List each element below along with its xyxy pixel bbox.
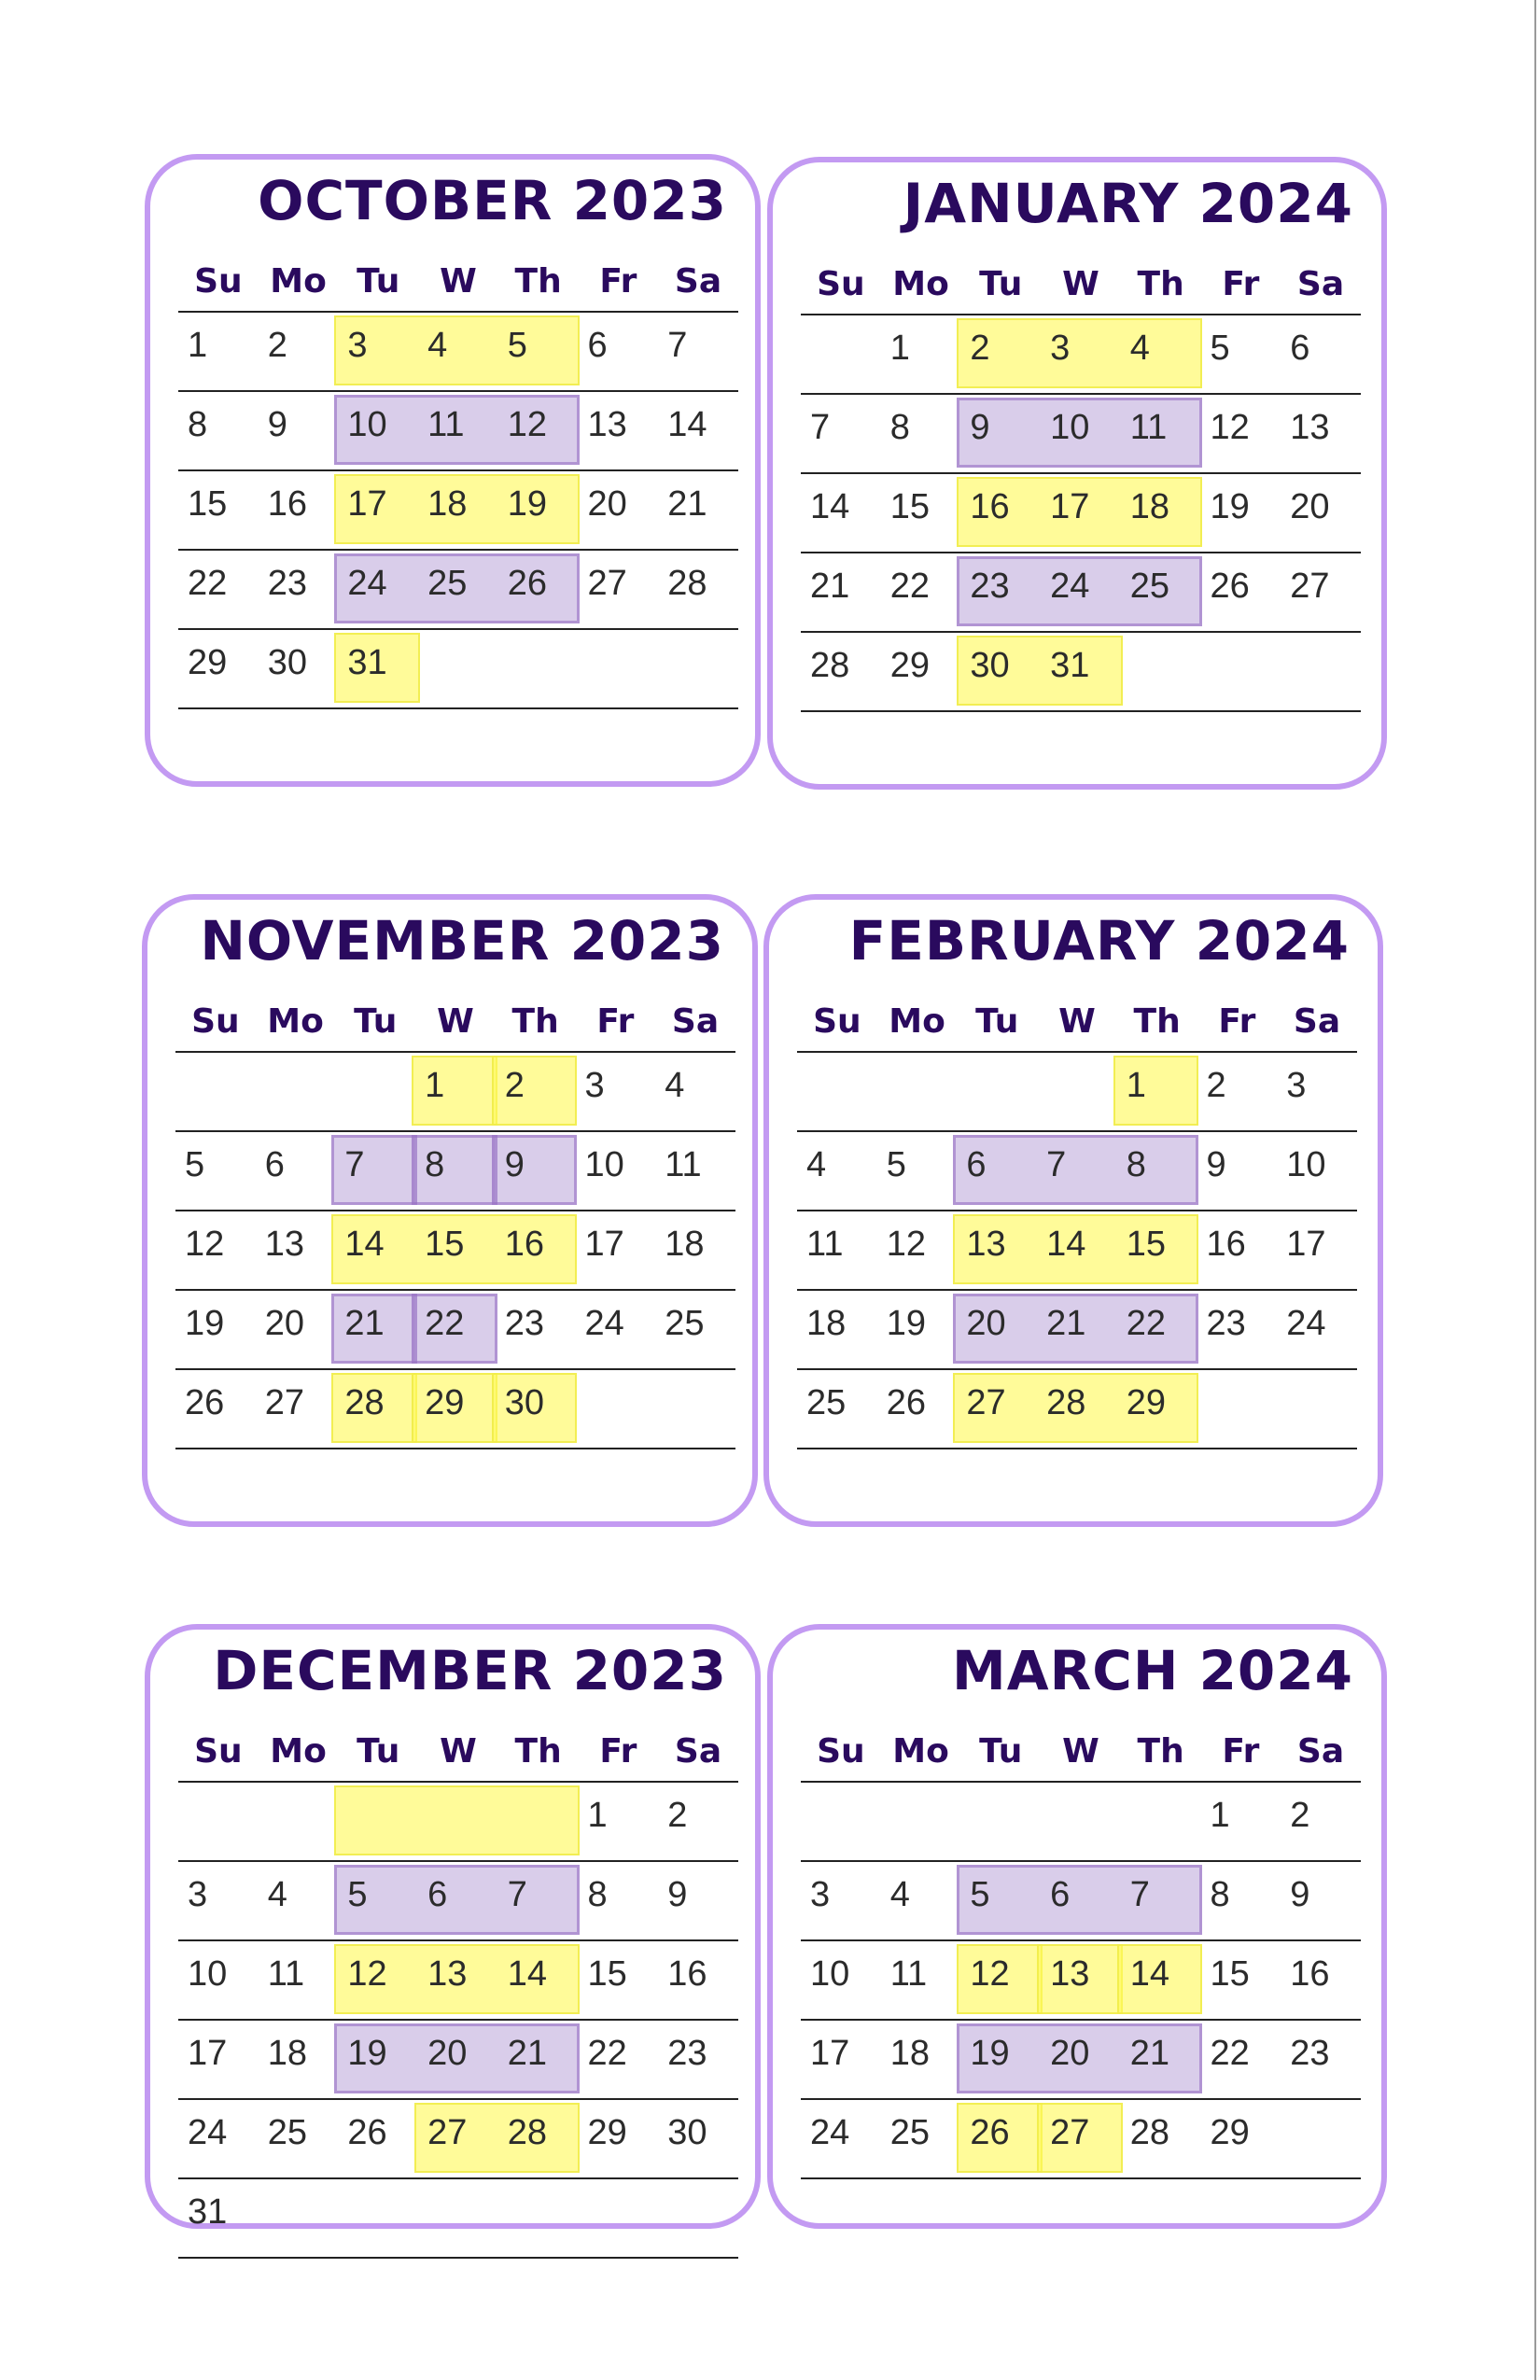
weekday-header bbox=[801, 1732, 1361, 1781]
day-cell: 8 bbox=[1126, 1145, 1146, 1184]
day-cell: 29 bbox=[425, 1383, 465, 1422]
day-cell: 14 bbox=[1129, 1954, 1170, 1994]
day-cell: 17 bbox=[810, 2034, 850, 2073]
day-cell: 16 bbox=[667, 1954, 707, 1994]
day-cell: 4 bbox=[267, 1875, 287, 1914]
day-cell: 1 bbox=[1126, 1066, 1146, 1105]
weekday-label: Su bbox=[191, 1002, 240, 1041]
day-cell: 22 bbox=[188, 564, 228, 603]
day-cell: 28 bbox=[507, 2113, 548, 2152]
weekday-label: Tu bbox=[357, 262, 400, 301]
day-cell: 22 bbox=[587, 2034, 627, 2073]
weekday-label: Mo bbox=[270, 1732, 327, 1771]
day-cell: 4 bbox=[665, 1066, 685, 1105]
day-cell: 10 bbox=[1286, 1145, 1326, 1184]
day-cell: 30 bbox=[667, 2113, 707, 2152]
day-cell: 23 bbox=[970, 567, 1010, 606]
day-cell: 24 bbox=[584, 1304, 624, 1343]
day-cell: 4 bbox=[889, 1875, 910, 1914]
week-row bbox=[178, 1939, 738, 2019]
day-cell: 13 bbox=[264, 1225, 304, 1264]
day-cell: 18 bbox=[427, 484, 468, 524]
week-row bbox=[801, 631, 1361, 712]
weekday-label: Th bbox=[1137, 265, 1184, 303]
day-cell: 27 bbox=[264, 1383, 304, 1422]
week-row bbox=[178, 311, 738, 390]
week-row bbox=[178, 628, 738, 709]
weekday-label: Su bbox=[813, 1002, 861, 1041]
day-cell: 25 bbox=[889, 2113, 930, 2152]
day-cell: 19 bbox=[1210, 487, 1250, 526]
calendar-title: MARCH 2024 bbox=[952, 1639, 1353, 1702]
calendar-title: FEBRUARY 2024 bbox=[848, 909, 1350, 973]
day-cell: 16 bbox=[1290, 1954, 1330, 1994]
weekday-label: Su bbox=[817, 265, 865, 303]
weekday-label: Fr bbox=[1222, 265, 1260, 303]
weekday-label: W bbox=[1058, 1002, 1096, 1041]
day-cell: 10 bbox=[1050, 408, 1090, 447]
day-cell: 28 bbox=[1129, 2113, 1170, 2152]
day-cell: 19 bbox=[347, 2034, 387, 2073]
calendar-title: JANUARY 2024 bbox=[903, 172, 1353, 235]
day-cell: 29 bbox=[188, 643, 228, 682]
day-cell: 3 bbox=[347, 326, 368, 365]
day-cell: 26 bbox=[507, 564, 548, 603]
calendar-grid bbox=[801, 265, 1361, 712]
calendar-december-2023 bbox=[145, 1624, 761, 2232]
day-cell: 30 bbox=[267, 643, 307, 682]
week-row bbox=[178, 469, 738, 549]
day-cell: 9 bbox=[1290, 1875, 1310, 1914]
day-cell: 13 bbox=[587, 405, 627, 444]
week-row bbox=[178, 1781, 738, 1860]
day-cell: 15 bbox=[1210, 1954, 1250, 1994]
weekday-header bbox=[801, 265, 1361, 314]
day-cell: 15 bbox=[889, 487, 930, 526]
day-cell: 25 bbox=[427, 564, 468, 603]
day-cell: 19 bbox=[970, 2034, 1010, 2073]
weekday-label: W bbox=[440, 1732, 477, 1771]
day-cell: 21 bbox=[1046, 1304, 1086, 1343]
week-row bbox=[175, 1210, 735, 1289]
day-cell: 15 bbox=[425, 1225, 465, 1264]
day-cell: 14 bbox=[667, 405, 707, 444]
day-cell: 16 bbox=[970, 487, 1010, 526]
day-cell: 7 bbox=[344, 1145, 365, 1184]
day-cell: 28 bbox=[344, 1383, 385, 1422]
day-cell: 11 bbox=[889, 1954, 928, 1994]
weekday-label: Tu bbox=[357, 1732, 400, 1771]
week-row bbox=[801, 1860, 1361, 1939]
day-cell: 11 bbox=[427, 405, 465, 444]
day-cell: 29 bbox=[1126, 1383, 1167, 1422]
weekday-label: Mo bbox=[889, 1002, 945, 1041]
day-cell: 28 bbox=[1046, 1383, 1086, 1422]
day-cell: 10 bbox=[584, 1145, 624, 1184]
day-cell: 7 bbox=[1129, 1875, 1150, 1914]
day-cell: 5 bbox=[1210, 329, 1230, 368]
day-cell: 26 bbox=[970, 2113, 1010, 2152]
week-row bbox=[175, 1289, 735, 1368]
day-cell: 7 bbox=[507, 1875, 527, 1914]
weekday-label: Mo bbox=[892, 1732, 949, 1771]
day-cell: 16 bbox=[267, 484, 307, 524]
day-cell: 15 bbox=[188, 484, 228, 524]
day-cell: 12 bbox=[185, 1225, 225, 1264]
week-row bbox=[175, 1368, 735, 1449]
week-row bbox=[797, 1368, 1357, 1449]
calendar-grid bbox=[178, 1732, 738, 2259]
day-cell: 25 bbox=[1129, 567, 1170, 606]
weekday-label: W bbox=[437, 1002, 474, 1041]
day-cell: 8 bbox=[425, 1145, 445, 1184]
weekday-label: Th bbox=[511, 1002, 559, 1041]
day-cell: 1 bbox=[188, 326, 208, 365]
week-row bbox=[797, 1210, 1357, 1289]
weekday-header bbox=[797, 1002, 1357, 1051]
day-cell: 21 bbox=[667, 484, 707, 524]
day-cell: 9 bbox=[667, 1875, 688, 1914]
day-cell: 21 bbox=[810, 567, 850, 606]
day-cell: 20 bbox=[1050, 2034, 1090, 2073]
weekday-header bbox=[178, 1732, 738, 1781]
weekday-label: Sa bbox=[674, 1732, 722, 1771]
week-row bbox=[797, 1051, 1357, 1130]
day-cell: 6 bbox=[1050, 1875, 1071, 1914]
day-cell: 8 bbox=[587, 1875, 608, 1914]
day-cell: 5 bbox=[886, 1145, 906, 1184]
weekday-label: Th bbox=[514, 262, 562, 301]
day-cell: 23 bbox=[504, 1304, 545, 1343]
day-cell: 11 bbox=[665, 1145, 702, 1184]
weekday-label: Fr bbox=[599, 262, 637, 301]
day-cell: 25 bbox=[806, 1383, 847, 1422]
day-cell: 13 bbox=[427, 1954, 468, 1994]
day-cell: 29 bbox=[587, 2113, 627, 2152]
weekday-label: Fr bbox=[596, 1002, 635, 1041]
week-row bbox=[801, 472, 1361, 552]
day-cell: 20 bbox=[427, 2034, 468, 2073]
day-cell: 15 bbox=[587, 1954, 627, 1994]
day-cell: 15 bbox=[1126, 1225, 1167, 1264]
weekday-label: W bbox=[1062, 265, 1099, 303]
day-cell: 12 bbox=[886, 1225, 926, 1264]
calendar-grid bbox=[801, 1732, 1361, 2179]
day-cell: 1 bbox=[425, 1066, 445, 1105]
day-cell: 14 bbox=[1046, 1225, 1086, 1264]
week-row bbox=[175, 1130, 735, 1210]
day-cell: 5 bbox=[507, 326, 527, 365]
calendar-grid bbox=[178, 262, 738, 709]
day-cell: 29 bbox=[1210, 2113, 1250, 2152]
day-cell: 31 bbox=[188, 2192, 228, 2232]
day-cell: 8 bbox=[188, 405, 208, 444]
day-cell: 4 bbox=[806, 1145, 827, 1184]
weekday-label: Sa bbox=[1296, 1732, 1345, 1771]
day-cell: 7 bbox=[667, 326, 688, 365]
day-cell: 6 bbox=[966, 1145, 987, 1184]
day-cell: 10 bbox=[810, 1954, 850, 1994]
week-row bbox=[801, 2019, 1361, 2098]
day-cell: 14 bbox=[344, 1225, 385, 1264]
page-edge-line bbox=[1534, 0, 1536, 2380]
week-row bbox=[801, 314, 1361, 393]
day-cell: 31 bbox=[1050, 646, 1090, 685]
day-cell: 20 bbox=[264, 1304, 304, 1343]
weekday-label: Sa bbox=[1296, 265, 1345, 303]
day-cell: 18 bbox=[806, 1304, 847, 1343]
calendar-october-2023 bbox=[145, 154, 761, 787]
day-cell: 18 bbox=[1129, 487, 1170, 526]
day-cell: 3 bbox=[810, 1875, 831, 1914]
day-cell: 31 bbox=[347, 643, 387, 682]
day-cell: 14 bbox=[810, 487, 850, 526]
weekday-label: Sa bbox=[674, 262, 722, 301]
weekday-label: Fr bbox=[1218, 1002, 1256, 1041]
week-row bbox=[178, 2177, 738, 2259]
day-cell: 21 bbox=[1129, 2034, 1170, 2073]
day-cell: 2 bbox=[667, 1796, 688, 1835]
calendar-grid bbox=[175, 1002, 735, 1449]
day-cell: 22 bbox=[425, 1304, 465, 1343]
day-cell: 18 bbox=[267, 2034, 307, 2073]
weekday-label: Mo bbox=[267, 1002, 324, 1041]
day-cell: 24 bbox=[1050, 567, 1090, 606]
day-cell: 22 bbox=[1126, 1304, 1167, 1343]
weekday-label: Th bbox=[514, 1732, 562, 1771]
day-cell: 11 bbox=[267, 1954, 305, 1994]
day-cell: 13 bbox=[1050, 1954, 1090, 1994]
day-cell: 6 bbox=[427, 1875, 448, 1914]
day-cell: 28 bbox=[810, 646, 850, 685]
day-cell: 9 bbox=[970, 408, 990, 447]
week-row bbox=[801, 1939, 1361, 2019]
day-cell: 23 bbox=[267, 564, 307, 603]
day-cell: 19 bbox=[507, 484, 548, 524]
day-cell: 17 bbox=[584, 1225, 624, 1264]
day-cell: 10 bbox=[188, 1954, 228, 1994]
day-cell: 16 bbox=[1206, 1225, 1246, 1264]
weekday-label: Fr bbox=[1222, 1732, 1260, 1771]
day-cell: 9 bbox=[1206, 1145, 1226, 1184]
day-cell: 17 bbox=[1050, 487, 1090, 526]
calendar-grid bbox=[797, 1002, 1357, 1449]
week-row bbox=[797, 1289, 1357, 1368]
day-cell: 4 bbox=[1129, 329, 1150, 368]
day-cell: 5 bbox=[347, 1875, 368, 1914]
day-cell: 21 bbox=[344, 1304, 385, 1343]
day-cell: 27 bbox=[427, 2113, 468, 2152]
day-cell: 13 bbox=[1290, 408, 1330, 447]
day-cell: 20 bbox=[587, 484, 627, 524]
day-cell: 4 bbox=[427, 326, 448, 365]
day-cell: 2 bbox=[1290, 1796, 1310, 1835]
week-row bbox=[178, 2098, 738, 2177]
weekday-label: Sa bbox=[671, 1002, 720, 1041]
day-cell: 17 bbox=[347, 484, 387, 524]
day-cell: 2 bbox=[970, 329, 990, 368]
day-cell: 30 bbox=[504, 1383, 545, 1422]
day-cell: 24 bbox=[188, 2113, 228, 2152]
week-row bbox=[801, 1781, 1361, 1860]
day-cell: 25 bbox=[267, 2113, 307, 2152]
day-cell: 8 bbox=[889, 408, 910, 447]
day-cell: 19 bbox=[886, 1304, 926, 1343]
day-cell: 28 bbox=[667, 564, 707, 603]
day-cell: 14 bbox=[507, 1954, 548, 1994]
day-cell: 9 bbox=[504, 1145, 525, 1184]
day-cell: 27 bbox=[1290, 567, 1330, 606]
weekday-label: Th bbox=[1133, 1002, 1181, 1041]
day-cell: 2 bbox=[267, 326, 287, 365]
weekday-label: Tu bbox=[979, 1732, 1023, 1771]
day-cell: 17 bbox=[188, 2034, 228, 2073]
day-cell: 18 bbox=[889, 2034, 930, 2073]
weekday-label: Su bbox=[194, 262, 243, 301]
day-cell: 24 bbox=[1286, 1304, 1326, 1343]
week-row bbox=[801, 552, 1361, 631]
day-cell: 11 bbox=[1129, 408, 1168, 447]
weekday-label: Tu bbox=[975, 1002, 1019, 1041]
calendar-march-2024 bbox=[767, 1624, 1387, 2229]
day-cell: 26 bbox=[347, 2113, 387, 2152]
weekday-label: W bbox=[440, 262, 477, 301]
day-cell: 19 bbox=[185, 1304, 225, 1343]
weekday-label: Mo bbox=[270, 262, 327, 301]
day-cell: 1 bbox=[889, 329, 910, 368]
day-cell: 1 bbox=[1210, 1796, 1230, 1835]
week-row bbox=[178, 1860, 738, 1939]
day-cell: 23 bbox=[1206, 1304, 1246, 1343]
day-cell: 3 bbox=[1286, 1066, 1307, 1105]
day-cell: 17 bbox=[1286, 1225, 1326, 1264]
calendar-february-2024 bbox=[763, 894, 1383, 1527]
weekday-label: W bbox=[1062, 1732, 1099, 1771]
weekday-header bbox=[175, 1002, 735, 1051]
day-cell: 22 bbox=[1210, 2034, 1250, 2073]
day-cell: 22 bbox=[889, 567, 930, 606]
weekday-label: Sa bbox=[1293, 1002, 1341, 1041]
day-cell: 23 bbox=[667, 2034, 707, 2073]
week-row bbox=[175, 1051, 735, 1130]
week-row bbox=[178, 2019, 738, 2098]
week-row bbox=[178, 390, 738, 469]
calendar-january-2024 bbox=[767, 157, 1387, 790]
weekday-label: Fr bbox=[599, 1732, 637, 1771]
day-cell: 5 bbox=[970, 1875, 990, 1914]
calendar-november-2023 bbox=[142, 894, 758, 1527]
day-cell: 6 bbox=[587, 326, 608, 365]
weekday-label: Su bbox=[194, 1732, 243, 1771]
week-row bbox=[178, 549, 738, 628]
week-row bbox=[801, 2098, 1361, 2179]
day-cell: 3 bbox=[584, 1066, 605, 1105]
weekday-label: Tu bbox=[979, 265, 1023, 303]
weekday-header bbox=[178, 262, 738, 311]
day-cell: 27 bbox=[966, 1383, 1006, 1422]
day-cell: 27 bbox=[587, 564, 627, 603]
day-cell: 16 bbox=[504, 1225, 545, 1264]
calendar-title: NOVEMBER 2023 bbox=[200, 909, 724, 973]
day-cell: 23 bbox=[1290, 2034, 1330, 2073]
day-cell: 26 bbox=[185, 1383, 225, 1422]
day-cell: 24 bbox=[810, 2113, 850, 2152]
day-cell: 8 bbox=[1210, 1875, 1230, 1914]
day-cell: 6 bbox=[264, 1145, 285, 1184]
day-cell: 2 bbox=[504, 1066, 525, 1105]
weekday-label: Su bbox=[817, 1732, 865, 1771]
day-cell: 24 bbox=[347, 564, 387, 603]
weekday-label: Th bbox=[1137, 1732, 1184, 1771]
day-cell: 2 bbox=[1206, 1066, 1226, 1105]
day-cell: 1 bbox=[587, 1796, 608, 1835]
day-cell: 12 bbox=[347, 1954, 387, 1994]
day-cell: 26 bbox=[886, 1383, 926, 1422]
day-cell: 20 bbox=[1290, 487, 1330, 526]
day-cell: 7 bbox=[810, 408, 831, 447]
weekday-label: Mo bbox=[892, 265, 949, 303]
day-cell: 5 bbox=[185, 1145, 205, 1184]
weekday-label: Tu bbox=[354, 1002, 398, 1041]
day-cell: 25 bbox=[665, 1304, 705, 1343]
day-cell: 30 bbox=[970, 646, 1010, 685]
day-cell: 20 bbox=[966, 1304, 1006, 1343]
day-cell: 9 bbox=[267, 405, 287, 444]
day-cell: 13 bbox=[966, 1225, 1006, 1264]
day-cell: 29 bbox=[889, 646, 930, 685]
day-cell: 12 bbox=[970, 1954, 1010, 1994]
day-cell: 6 bbox=[1290, 329, 1310, 368]
day-cell: 21 bbox=[507, 2034, 548, 2073]
day-cell: 3 bbox=[1050, 329, 1071, 368]
week-row bbox=[801, 393, 1361, 472]
day-cell: 12 bbox=[507, 405, 548, 444]
week-row bbox=[797, 1130, 1357, 1210]
day-cell: 7 bbox=[1046, 1145, 1067, 1184]
yellow-highlight bbox=[334, 1785, 580, 1855]
calendar-title: DECEMBER 2023 bbox=[213, 1639, 727, 1702]
day-cell: 18 bbox=[665, 1225, 705, 1264]
day-cell: 10 bbox=[347, 405, 387, 444]
day-cell: 27 bbox=[1050, 2113, 1090, 2152]
day-cell: 12 bbox=[1210, 408, 1250, 447]
day-cell: 26 bbox=[1210, 567, 1250, 606]
calendar-title: OCTOBER 2023 bbox=[258, 169, 727, 232]
day-cell: 3 bbox=[188, 1875, 208, 1914]
day-cell: 11 bbox=[806, 1225, 844, 1264]
